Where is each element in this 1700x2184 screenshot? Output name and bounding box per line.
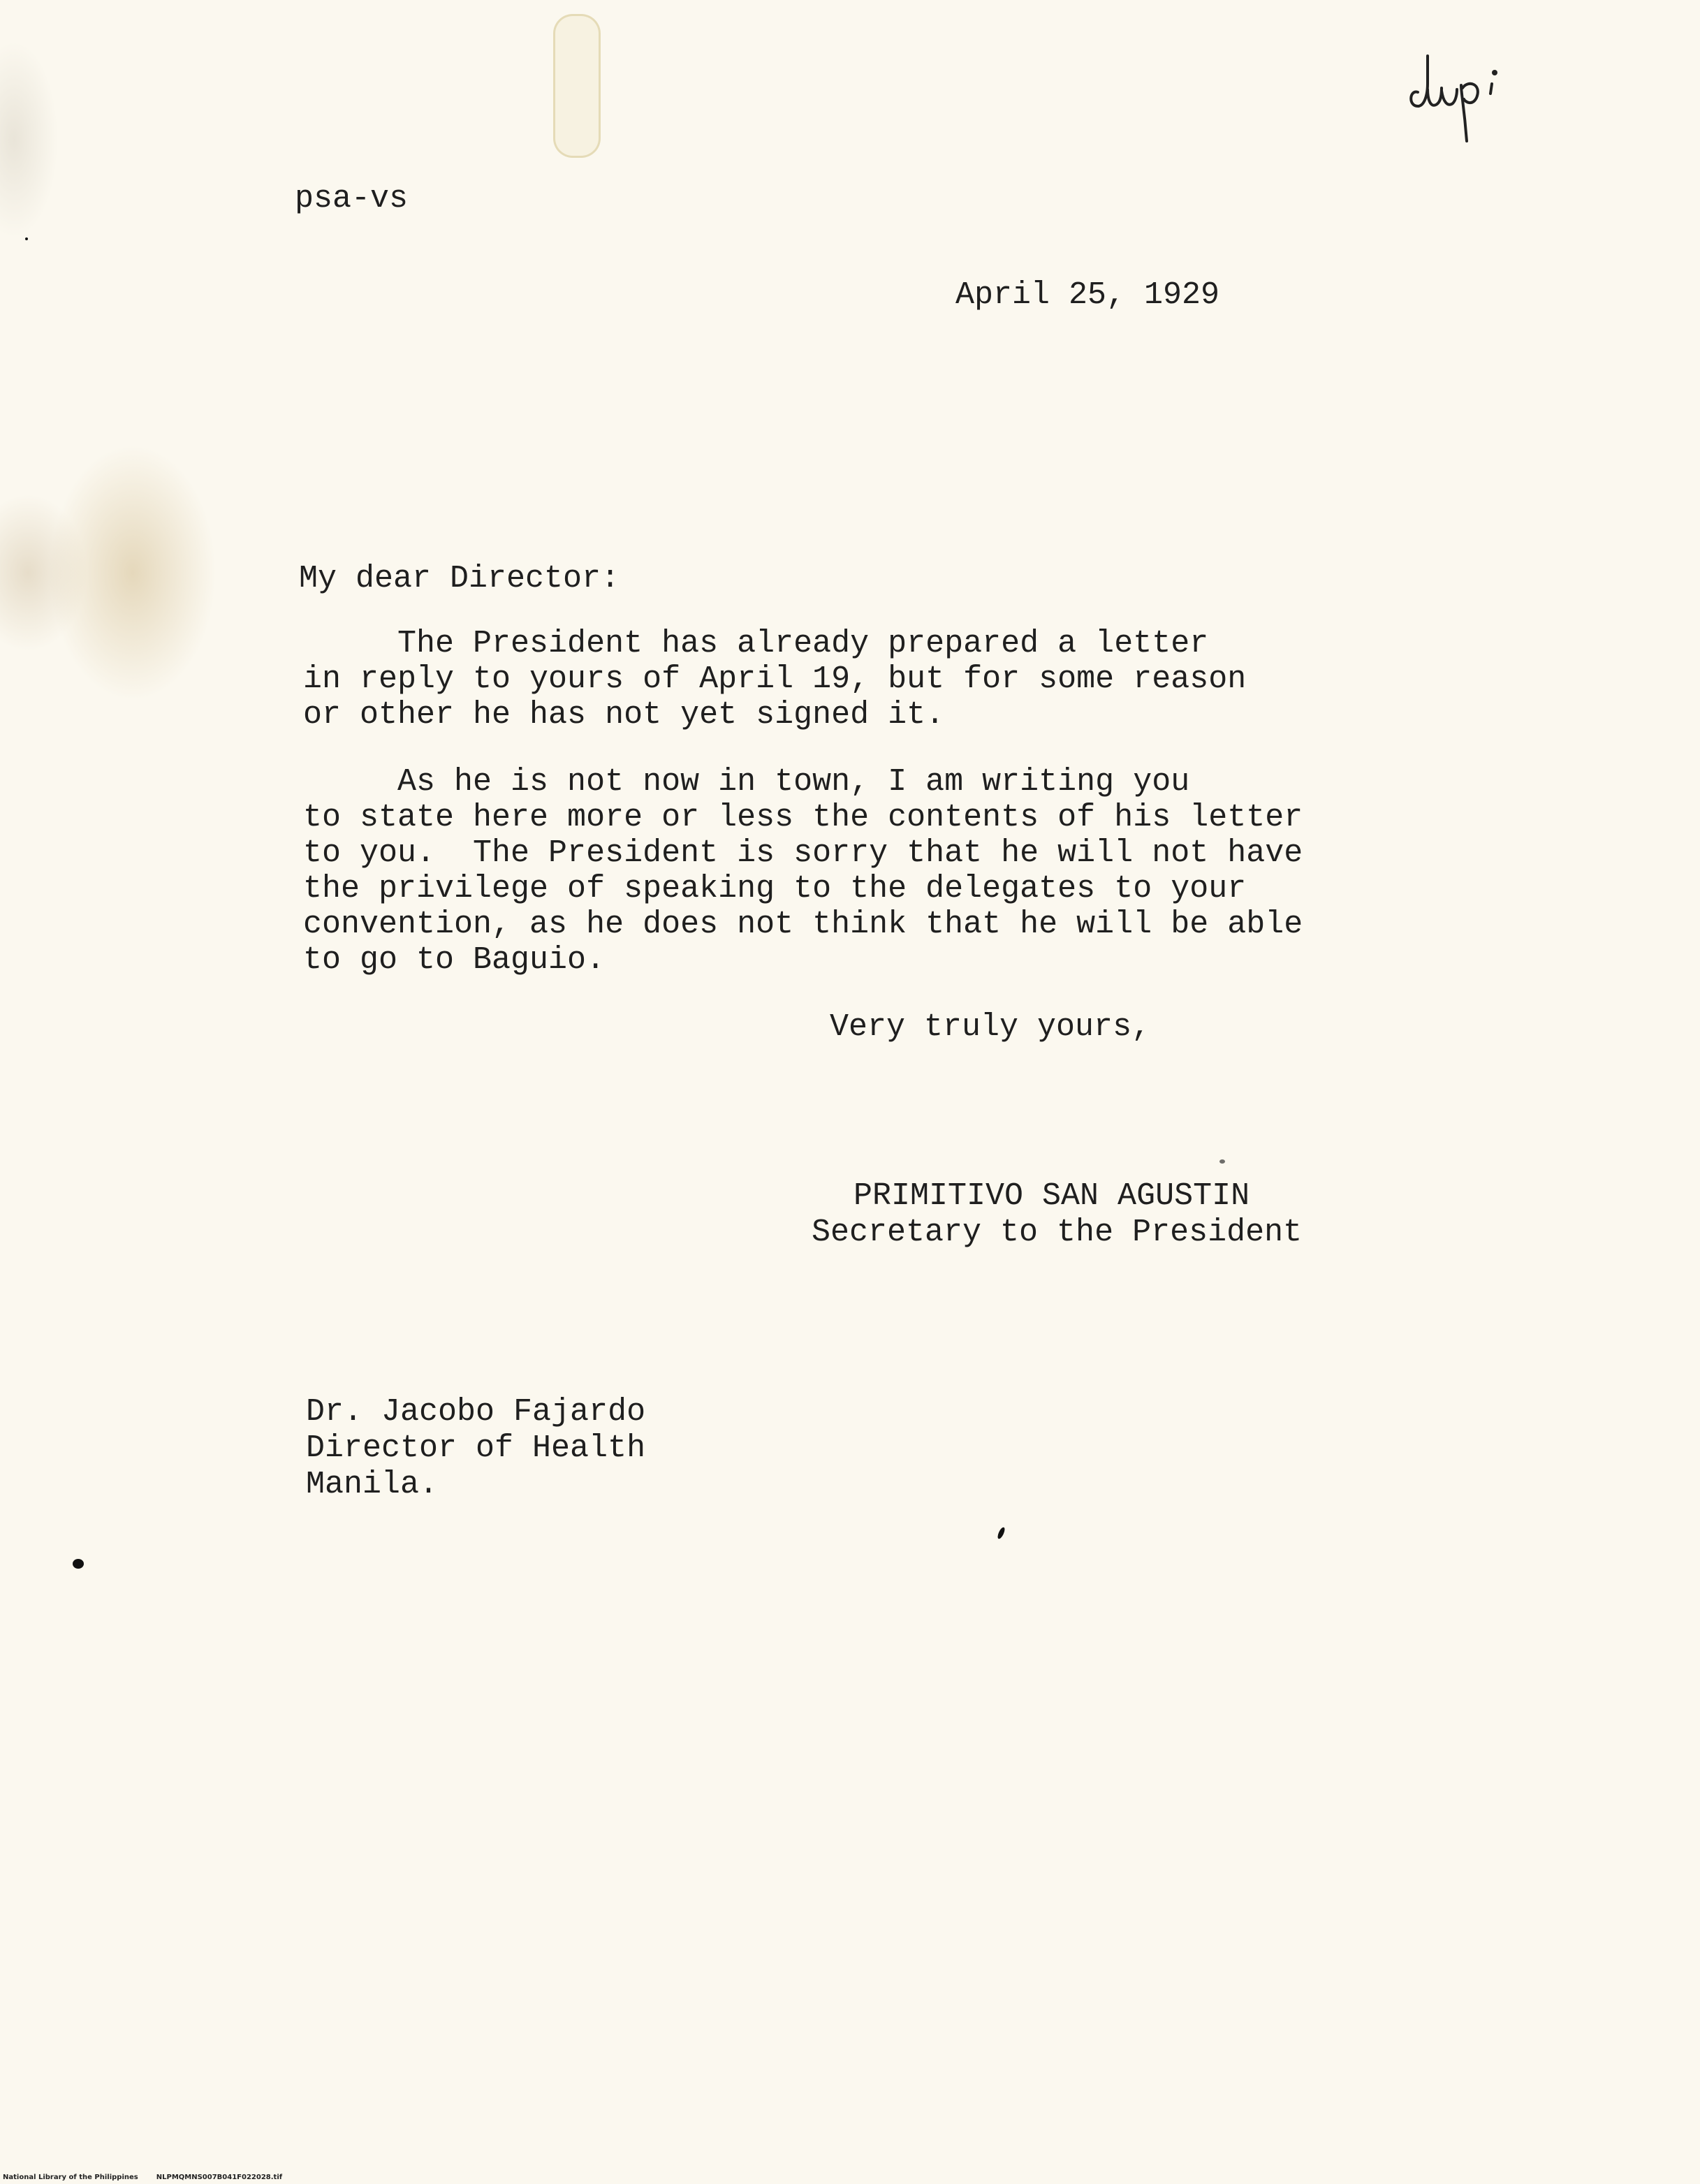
paragraph-line: As he is not now in town, I am writing you bbox=[303, 764, 1190, 800]
reference-initials: psa-vs bbox=[295, 181, 409, 217]
body-paragraph bbox=[303, 626, 1246, 733]
archive-name: National Library of the Philippines bbox=[3, 2174, 138, 2181]
ink-speck bbox=[1219, 1159, 1225, 1164]
paragraph-line: to state here more or less the contents of his letter bbox=[303, 800, 1303, 835]
recipient-name: Dr. Jacobo Fajardo bbox=[306, 1394, 646, 1430]
salutation: My dear Director: bbox=[299, 561, 620, 596]
paragraph-line: The President has already prepared a letter bbox=[303, 626, 1209, 661]
letter-date: April 25, 1929 bbox=[955, 277, 1220, 313]
paper-clip-stain bbox=[553, 14, 601, 158]
handwritten-annotation bbox=[1404, 49, 1523, 147]
paragraph-line: to you. The President is sorry that he will not have bbox=[303, 835, 1303, 871]
recipient-city: Manila. bbox=[306, 1467, 439, 1502]
recipient-position: Director of Health bbox=[306, 1430, 646, 1466]
signatory-name: PRIMITIVO SAN AGUSTIN bbox=[853, 1178, 1250, 1214]
ink-speck bbox=[73, 1559, 84, 1569]
archive-footer bbox=[3, 2174, 300, 2181]
paragraph-line: in reply to yours of April 19, but for some reason bbox=[303, 661, 1247, 697]
file-id: NLPMQMNS007B041F022028.tif bbox=[156, 2174, 283, 2181]
paragraph-line: the privilege of speaking to the delegates to your bbox=[303, 871, 1247, 907]
body-paragraph bbox=[303, 764, 1303, 978]
ink-speck bbox=[997, 1526, 1006, 1539]
ink-speck bbox=[25, 237, 28, 240]
signatory-title: Secretary to the President bbox=[812, 1215, 1303, 1250]
complimentary-close: Very truly yours, bbox=[830, 1009, 1151, 1045]
recipient-address bbox=[306, 1394, 645, 1503]
paragraph-line: to go to Baguio. bbox=[303, 942, 606, 978]
paragraph-line: convention, as he does not think that he will be able bbox=[303, 907, 1303, 942]
paragraph-line: or other he has not yet signed it. bbox=[303, 697, 945, 733]
